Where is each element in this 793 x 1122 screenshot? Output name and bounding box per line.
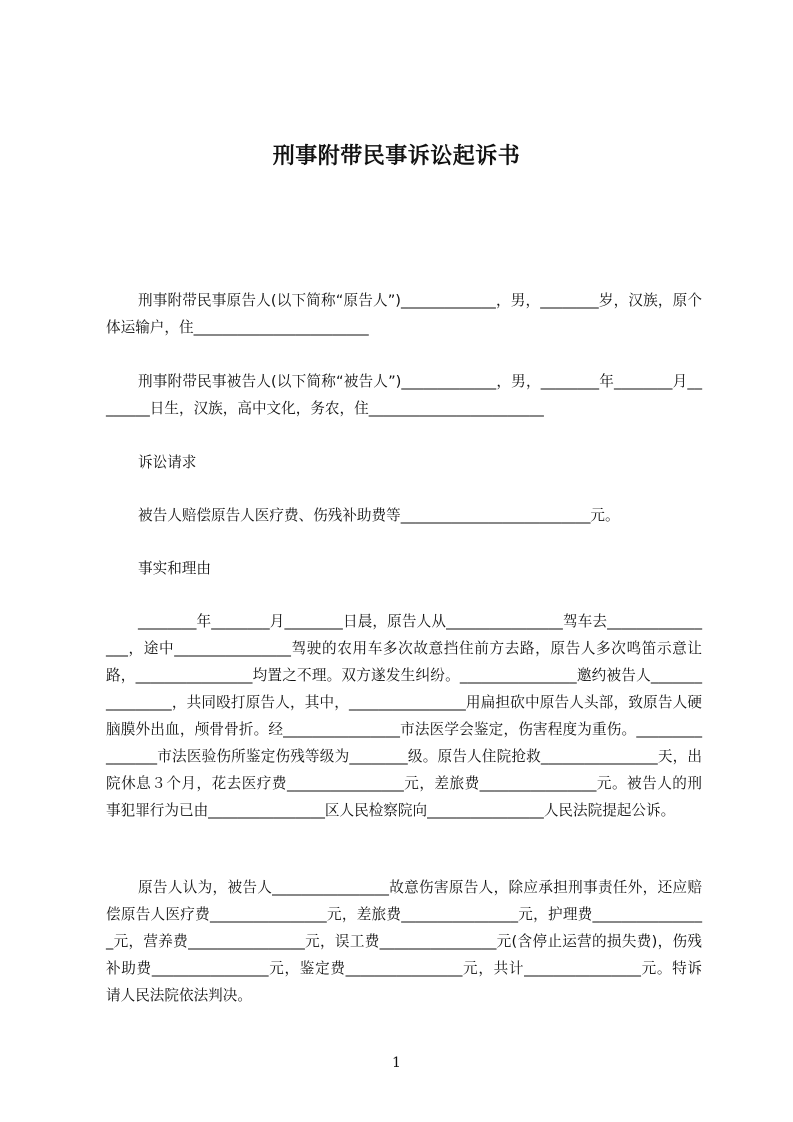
facts-heading: 事实和理由 [138,560,211,577]
document-title: 刑事附带民事诉讼起诉书 [272,144,521,169]
claims-paragraph: 被告人赔偿原告人医疗费、伤残补助费等__________________________元。 [138,507,620,524]
facts-paragraph: ________年________月________日晨，原告人从________________驾车去________________，途中________________驾驶的农用车多次故意挡住前方去路，原告人多次鸣笛示意让路，________________均置之不理。双方遂发生纠纷。________________邀约被告人________________，共同殴打原告人，其中，________________用扁担砍中原告人头部，致原告人硬脑膜外出血，颅骨骨折。经________________市法医学会鉴定，伤害程度为重伤。________________市法医验伤所鉴定伤残等级为________级。原告人住院抢救________________天，出院休息３个月，花去医疗费________________元，差旅费________________元。被告人的刑事犯罪行为已由________________区人民检察院向________________人民法院提起公诉。 [106,613,702,819]
page-number: 1 [392,1055,401,1071]
conclusion-paragraph: 原告人认为，被告人________________故意伤害原告人，除应承担刑事责任外，还应赔偿原告人医疗费________________元，差旅费________________元，护理费________________元，营养费________________元，误工费________________元(含停止运营的损失费)，伤残补助费________________元，鉴定费________________元，共计________________元。特诉请人民法院依法判决。 [106,879,702,1004]
plaintiff-paragraph: 刑事附带民事原告人(以下简称“原告人”)_____________，男，________岁，汉族，原个体运输户，住________________________ [106,292,702,336]
claims-heading: 诉讼请求 [138,454,197,471]
defendant-paragraph: 刑事附带民事被告人(以下简称“被告人”)_____________，男，________年________月________日生，汉族，高中文化，务农，住________________________ [106,373,702,417]
